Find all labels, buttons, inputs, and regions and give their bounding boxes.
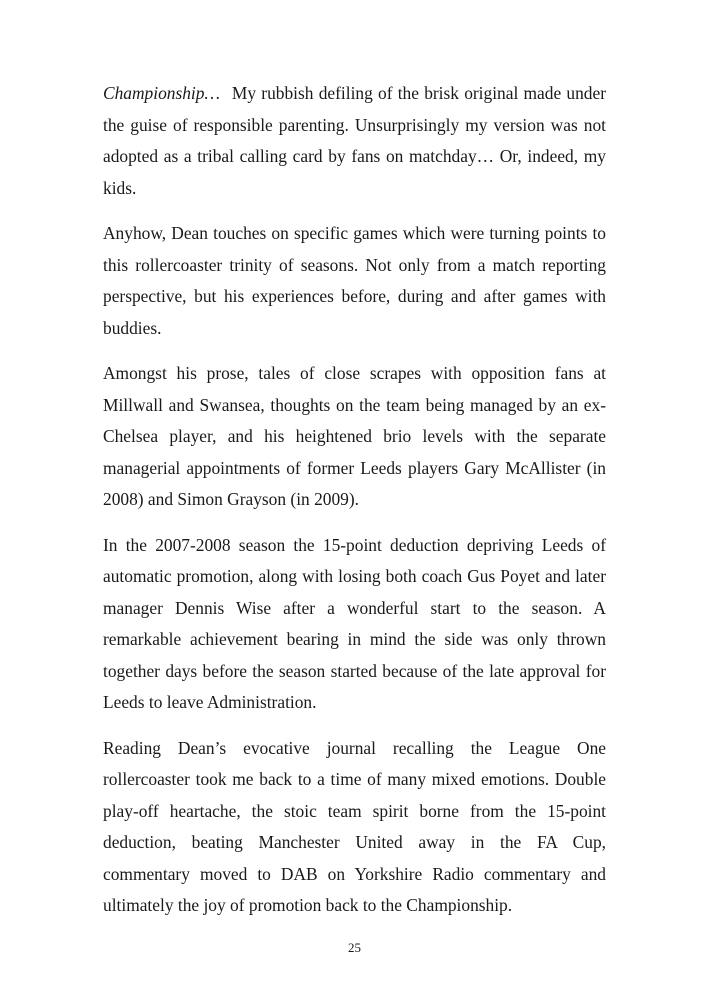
paragraph-3-text: Amongst his prose, tales of close scrapes with opposition fans at Millwall and Swansea, thoughts on the team being managed by an ex-Chelsea player, and his heightened brio levels with the separate managerial appointments of former Leeds players Gary McAllister (in 2008) and Simon Grayson (in 2009).: [103, 363, 606, 509]
paragraph-2: [103, 218, 606, 344]
paragraph-4-text: In the 2007-2008 season the 15-point deduction depriving Leeds of automatic promotion, along with losing both coach Gus Poyet and later manager Dennis Wise after a wonderful start to the season. A remarkable achievement bearing in mind the side was only thrown together days before the season started because of the late approval for Leeds to leave Administration.: [103, 534, 606, 712]
paragraph-3: [103, 358, 606, 516]
paragraph-2-text: Anyhow, Dean touches on specific games which were turning points to this rollercoaster trinity of seasons. Not only from a match reporting perspective, but his experiences before, during and after games with buddies.: [103, 223, 606, 338]
page-number: 25: [348, 940, 361, 955]
paragraph-5: [103, 733, 606, 922]
paragraph-1: [103, 78, 606, 204]
paragraph-5-text: Reading Dean’s evocative journal recalling the League One rollercoaster took me back to a time of many mixed emotions. Double play-off heartache, the stoic team spirit borne from the 15-point deduction, beating Manchester United away in the FA Cup, commentary moved to DAB on Yorkshire Radio commentary and ultimately the joy of promotion back to the Championship.: [103, 737, 606, 915]
page-body-text: [103, 78, 606, 922]
paragraph-1-lead-italic: Championship…: [103, 83, 220, 103]
paragraph-4: [103, 530, 606, 719]
paragraph-1-text: My rubbish defiling of the brisk original made under the guise of responsible parenting. Unsurprisingly my version was not adopted as a tribal calling card by fans on matchday… Or, indeed, my kids.: [103, 83, 606, 198]
